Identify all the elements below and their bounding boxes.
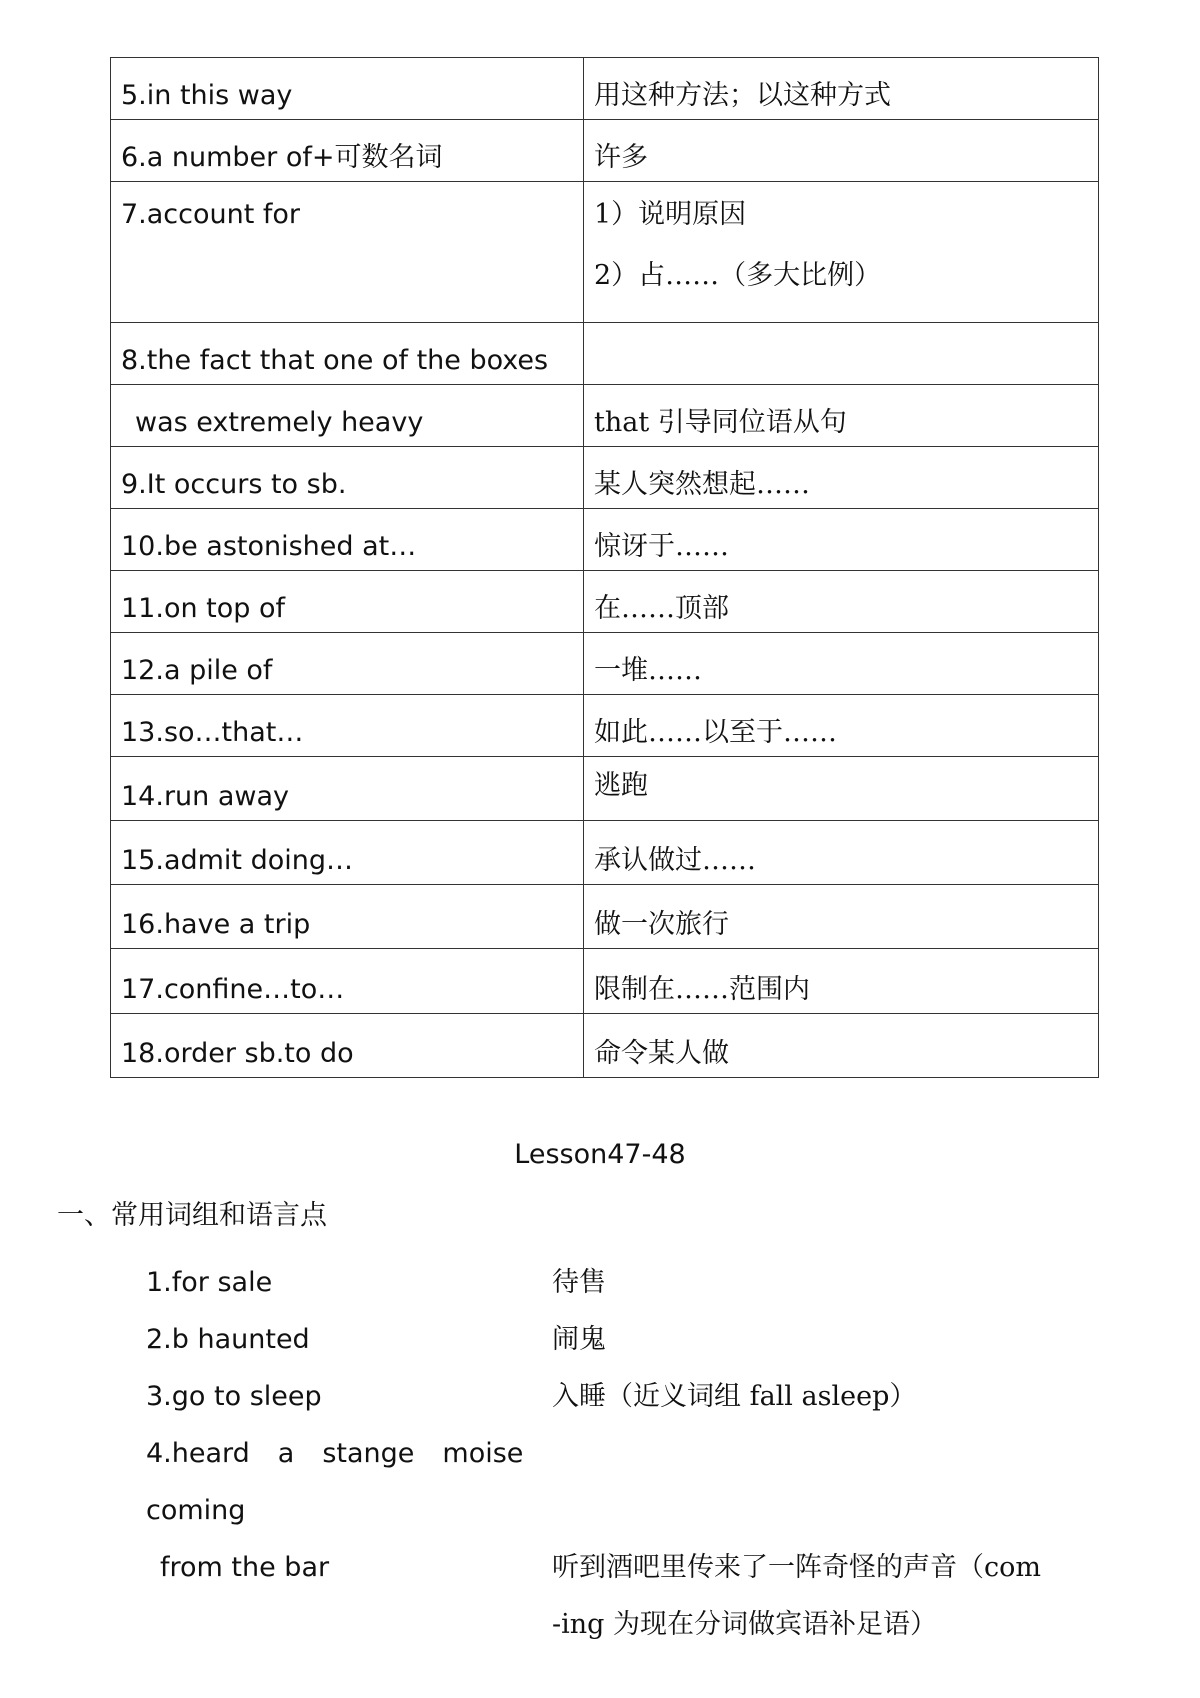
table-row: [111, 695, 1099, 757]
phrase-en: 11.on top of: [111, 571, 584, 633]
phrase-en: 17.confine…to…: [111, 949, 584, 1014]
phrase-zh: -ing 为现在分词做宾语补足语）: [552, 1609, 938, 1640]
phrase-zh: 如此……以至于……: [584, 695, 1099, 757]
phrase-en: 13.so…that…: [111, 695, 584, 757]
phrase-zh: 1）说明原因 2）占……（多大比例）: [584, 182, 1099, 323]
phrase-en: 10.be astonished at…: [111, 509, 584, 571]
table-row: [111, 385, 1099, 447]
phrase-en: [146, 1437, 523, 1471]
phrase-zh: [584, 323, 1099, 385]
table-row: [111, 120, 1099, 182]
table-row: [111, 571, 1099, 633]
phrase-zh: 入睡（近义词组 fall asleep）: [552, 1381, 917, 1412]
phrase-en: 12.a pile of: [111, 633, 584, 695]
table-row: [111, 949, 1099, 1014]
table-row: [111, 1014, 1099, 1078]
phrase-zh: 限制在……范围内: [584, 949, 1099, 1014]
phrase-en: 8.the fact that one of the boxes: [111, 323, 584, 385]
phrase-word: moise: [442, 1438, 524, 1469]
table-row: [111, 323, 1099, 385]
phrase-zh: 待售: [552, 1267, 606, 1298]
phrase-zh: 某人突然想起……: [584, 447, 1099, 509]
phrase-en: 18.order sb.to do: [111, 1014, 584, 1078]
phrase-en: 7.account for: [111, 182, 584, 323]
phrase-en: 9.It occurs to sb.: [111, 447, 584, 509]
phrase-zh: 用这种方法；以这种方式: [584, 58, 1099, 120]
lesson-title: Lesson47-48: [514, 1139, 686, 1170]
phrase-en: was extremely heavy: [111, 385, 584, 447]
phrase-zh: 许多: [584, 120, 1099, 182]
table-row: [111, 58, 1099, 120]
phrase-en: 15.admit doing…: [111, 821, 584, 885]
phrase-zh: 听到酒吧里传来了一阵奇怪的声音（com: [552, 1552, 1041, 1583]
phrase-en: coming: [146, 1495, 246, 1526]
section-heading: 一、常用词组和语言点: [57, 1200, 327, 1231]
phrase-zh: 闹鬼: [552, 1324, 606, 1355]
table-row: [111, 509, 1099, 571]
phrase-en: 16.have a trip: [111, 885, 584, 949]
phrase-zh: 命令某人做: [584, 1014, 1099, 1078]
phrase-en: 14.run away: [111, 757, 584, 821]
phrase-zh: 惊讶于……: [584, 509, 1099, 571]
table-row: [111, 447, 1099, 509]
table-row: [111, 182, 1099, 323]
table-row: [111, 633, 1099, 695]
table-row: [111, 885, 1099, 949]
table-row: [111, 757, 1099, 821]
phrase-en: 3.go to sleep: [146, 1381, 322, 1412]
phrase-zh: 承认做过……: [584, 821, 1099, 885]
phrase-word: 4.heard: [146, 1438, 250, 1469]
phrase-en: 6.a number of+可数名词: [111, 120, 584, 182]
phrase-zh: that 引导同位语从句: [584, 385, 1099, 447]
phrase-word: stange: [322, 1438, 415, 1469]
phrase-zh: 逃跑: [584, 757, 1099, 821]
table-row: [111, 821, 1099, 885]
phrase-zh: 做一次旅行: [584, 885, 1099, 949]
phrase-zh: 在……顶部: [584, 571, 1099, 633]
vocabulary-table: [110, 57, 1099, 1078]
phrase-en: 1.for sale: [146, 1267, 273, 1298]
phrase-en: 5.in this way: [111, 58, 584, 120]
phrase-en: from the bar: [160, 1552, 330, 1583]
phrase-en: 2.b haunted: [146, 1324, 310, 1355]
phrase-zh: 一堆……: [584, 633, 1099, 695]
phrase-word: a: [277, 1438, 295, 1469]
